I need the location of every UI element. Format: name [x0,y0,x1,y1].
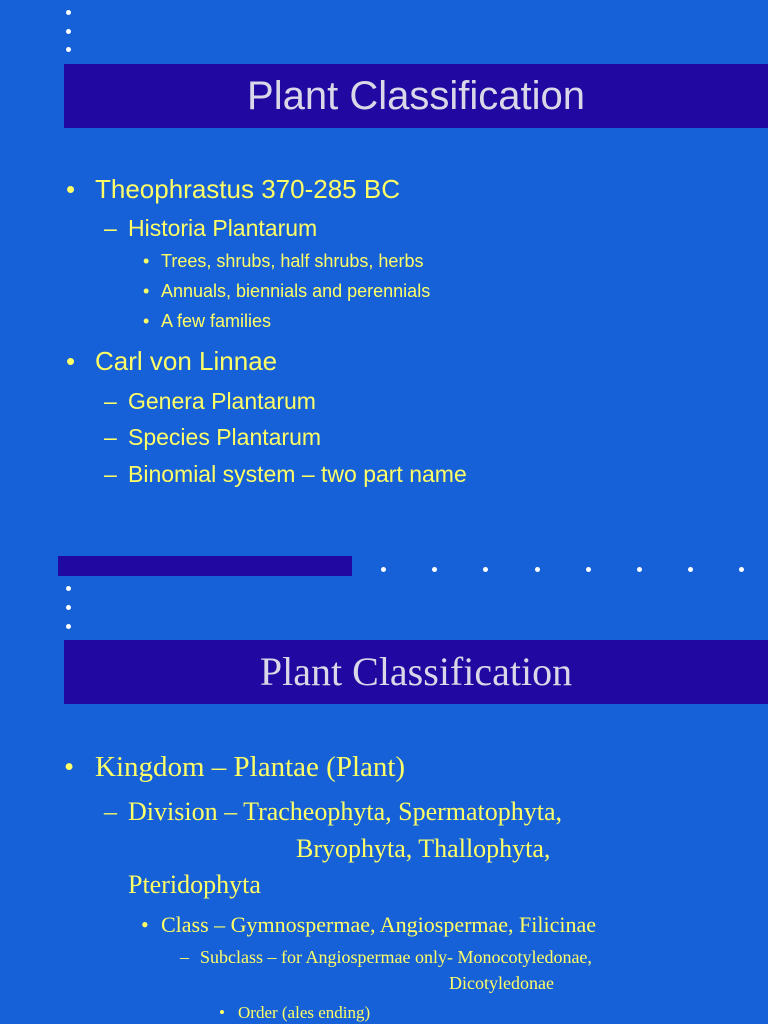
list-item-text: Theophrastus 370-285 BC [95,174,400,204]
dot-icon [66,47,71,52]
list-item-text: Historia Plantarum [128,215,318,241]
list-item [66,174,400,205]
list-item [64,751,405,784]
dot-icon [586,567,591,572]
dot-icon [66,624,71,629]
dash-icon: – [104,215,117,241]
list-item [141,912,596,938]
bullet-icon: • [143,251,150,271]
slide-2-title-bar [64,640,768,704]
dot-icon [381,567,386,572]
list-item-text: Subclass – for Angiospermae only- Monocotyledonae, [200,947,592,967]
dot-icon [66,10,71,15]
list-item-text: Kingdom – Plantae (Plant) [95,751,406,783]
slide-2-title: Plant Classification [259,649,573,694]
slide-divider-bar [58,556,352,576]
list-item-text: Pteridophyta [128,870,261,899]
list-item [180,947,592,968]
list-item [66,346,277,377]
slide-1-title-bar [64,64,768,128]
list-item-text: A few families [161,311,272,331]
dot-icon [66,29,71,34]
dot-icon [66,586,71,591]
list-item-text: Order (ales ending) [238,1003,371,1022]
dash-icon: – [104,797,117,826]
list-item [143,311,271,332]
dot-icon [432,567,437,572]
list-item-text: Dicotyledonae [449,973,554,993]
dot-icon [637,567,642,572]
dot-icon [483,567,488,572]
dash-icon: – [104,461,117,487]
list-item-text: Genera Plantarum [128,388,316,414]
dot-icon [66,605,71,610]
list-item [128,870,261,900]
dash-icon: – [180,947,189,967]
list-item [104,388,316,415]
list-item-text: Species Plantarum [128,424,322,450]
list-item-text: Trees, shrubs, half shrubs, herbs [161,251,424,271]
list-item-text: Carl von Linnae [95,346,278,376]
list-item [104,461,467,488]
dash-icon: – [104,388,117,414]
bullet-icon: • [143,281,150,301]
list-item-text: Annuals, biennials and perennials [161,281,431,301]
slide-2 [0,578,768,1024]
dot-icon [535,567,540,572]
bullet-icon: • [141,912,149,937]
bullet-icon: • [66,346,76,376]
list-item [104,424,321,451]
list-item-text: Binomial system – two part name [128,461,467,487]
dot-icon [739,567,744,572]
list-item-text: Bryophyta, Thallophyta, [296,834,551,863]
list-item [296,834,550,864]
dash-icon: – [104,424,117,450]
slide-1-title: Plant Classification [247,74,585,118]
list-item-text: Class – Gymnospermae, Angiospermae, Filicinae [161,912,597,937]
list-item [143,281,430,302]
list-item [143,251,423,272]
list-item [219,1003,370,1023]
bullet-icon: • [64,751,75,783]
list-item-text: Division – Tracheophyta, Spermatophyta, [128,797,563,826]
bullet-icon: • [66,174,76,204]
list-item [104,215,317,242]
bullet-icon: • [219,1003,225,1022]
dot-icon [688,567,693,572]
list-item [449,973,554,994]
list-item [104,797,562,827]
bullet-icon: • [143,311,150,331]
